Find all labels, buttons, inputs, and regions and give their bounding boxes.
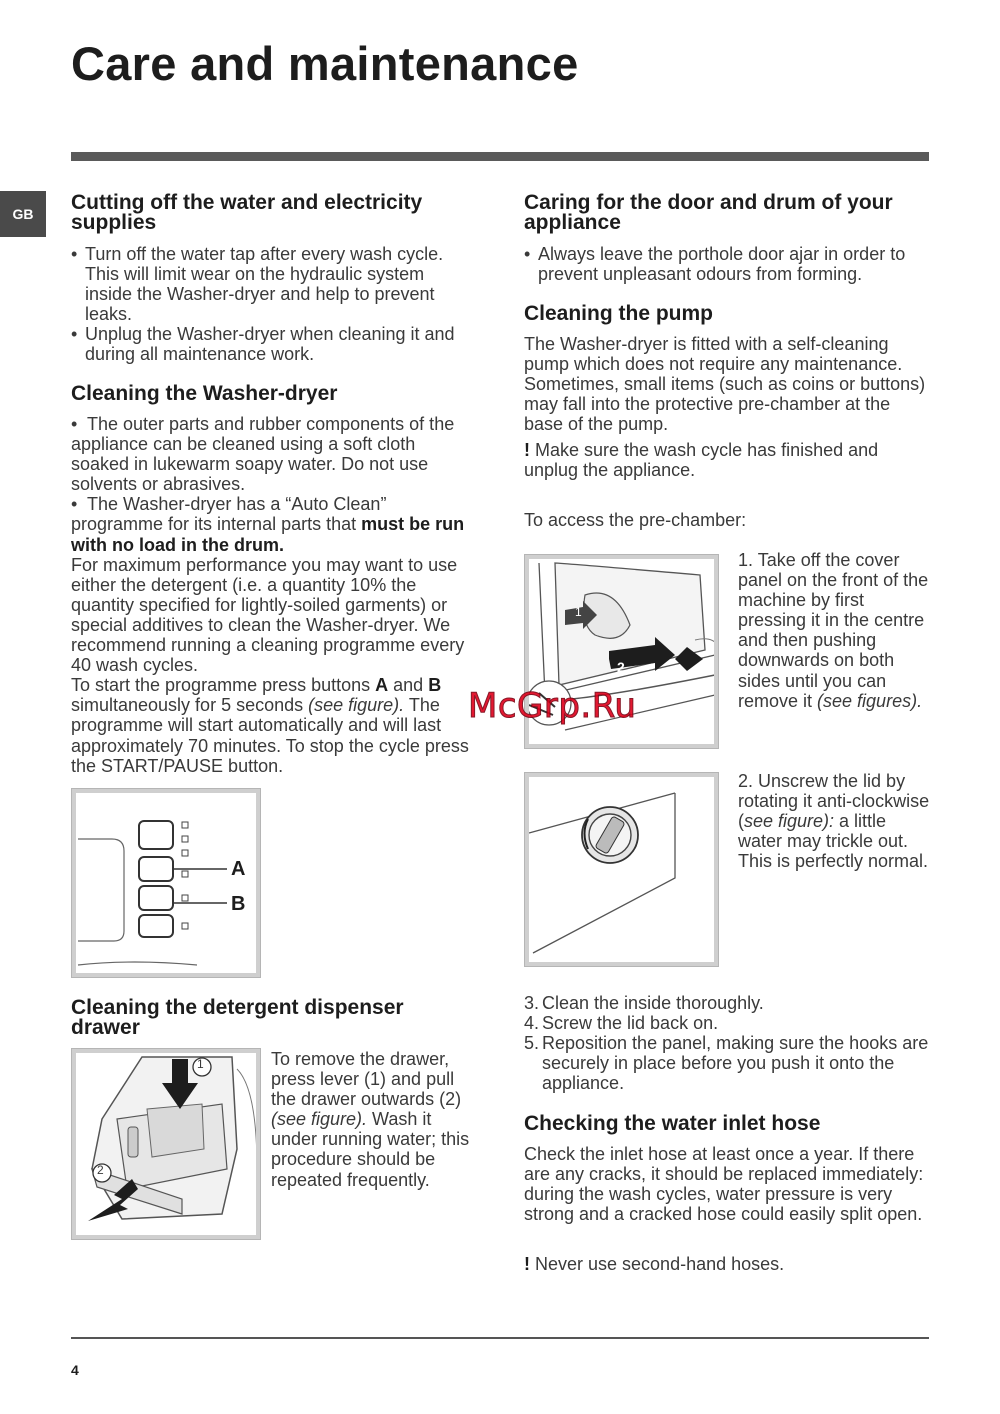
cutoff-heading: Cutting off the water and electricity supplies (71, 191, 423, 234)
drawer-heading: Cleaning the detergent dispenser drawer (71, 996, 404, 1039)
drawer-text: To remove the drawer, press lever (1) and pull the drawer outwards (2) (see figure). Wash it under running water; this procedure should be repeated frequently. (271, 1049, 470, 1190)
lid-drawing (525, 773, 719, 967)
cover-step-1: 1 (575, 605, 582, 619)
drawer-callout-1: 1 (197, 1057, 204, 1071)
cover-step-2: 2 (617, 659, 625, 675)
cutoff-list (71, 244, 476, 365)
control-panel-drawing (72, 789, 261, 978)
pump-step-4: 4. Screw the lid back on. (524, 1013, 719, 1034)
door-heading: Caring for the door and drum of your appliance (524, 191, 893, 234)
door-bullet: • Always leave the porthole door ajar in order to prevent unpleasant odours from forming. (524, 244, 929, 284)
button-b-label: B (231, 893, 246, 915)
watermark: McGrp.Ru (468, 686, 637, 726)
pump-access: To access the pre-chamber: (524, 510, 747, 530)
drawer-drawing (72, 1049, 261, 1240)
hose-heading: Checking the water inlet hose (524, 1112, 821, 1135)
hose-warning: ! Never use second-hand hoses. (524, 1254, 785, 1274)
cleaning-para-2: • The Washer-dryer has a “Auto Clean” programme for its internal parts that must be run with no load in the drum. (71, 494, 465, 555)
page-number: 4 (71, 1362, 79, 1378)
pump-steps-3-5 (524, 993, 934, 1093)
footer-divider (71, 1337, 929, 1339)
cleaning-para-1: • The outer parts and rubber components of the appliance can be cleaned using a soft cloth soaked in lukewarm soapy water. Do not use solvents or abrasives. (71, 414, 455, 495)
cutoff-bullet-2: • Unplug the Washer-dryer when cleaning it and during all maintenance work. (71, 324, 476, 364)
page-title: Care and maintenance (71, 37, 579, 90)
cleaning-para-4: To start the programme press buttons A and B simultaneously for 5 seconds (see figure). The programme will start automatically and will last approximately 70 minutes. To stop the cycle press the START/PAUSE button. (71, 675, 469, 776)
title-divider (71, 152, 929, 161)
pump-heading: Cleaning the pump (524, 302, 713, 325)
pump-step-5: 5. Reposition the panel, making sure the hooks are securely in place before you push it onto the appliance. (524, 1033, 929, 1094)
cover-step-3: 3 (675, 667, 683, 683)
button-a-label: A (231, 858, 246, 880)
drawer-callout-2: 2 (97, 1163, 104, 1177)
pump-step-3: 3. Clean the inside thoroughly. (524, 993, 764, 1013)
pump-step-2: 2. Unscrew the lid by rotating it anti-clockwise (see figure): a little water may trickle out. This is perfectly normal. (738, 771, 930, 872)
cutoff-bullet-1: • Turn off the water tap after every wash cycle. This will limit wear on the hydraulic system inside the Washer-dryer and help to prevent leaks. (71, 244, 476, 324)
cleaning-para-3: For maximum performance you may want to use either the detergent (i.e. a quantity 10% the quantity specified for lightly-soiled garments) or special additives to clean the Washer-dryer. We recommend running a cleaning programme every 40 wash cycles. (71, 554, 465, 676)
pump-warning: ! Make sure the wash cycle has finished and unplug the appliance. (524, 440, 879, 481)
drawer-figure (71, 1048, 261, 1240)
door-list (524, 244, 929, 284)
lid-figure (524, 772, 719, 967)
cleaning-body (71, 414, 476, 776)
pump-step-1: 1. Take off the cover panel on the front of the machine by first pressing it in the centre and then pushing downwards on both sides until you can remove it (see figures). (738, 550, 929, 711)
pump-para-1: The Washer-dryer is fitted with a self-cleaning pump which does not require any maintenance. Sometimes, small items (such as coins or buttons) may fall into the protective pre-chamber at the base of the pump. (524, 334, 926, 435)
control-panel-figure (71, 788, 261, 978)
cleaning-heading: Cleaning the Washer-dryer (71, 382, 338, 405)
hose-para: Check the inlet hose at least once a year. If there are any cracks, it should be replaced immediately: during the wash cycles, water pressure is very strong and a cracked hose could easily split open. (524, 1144, 924, 1225)
language-tab: GB (0, 191, 46, 237)
